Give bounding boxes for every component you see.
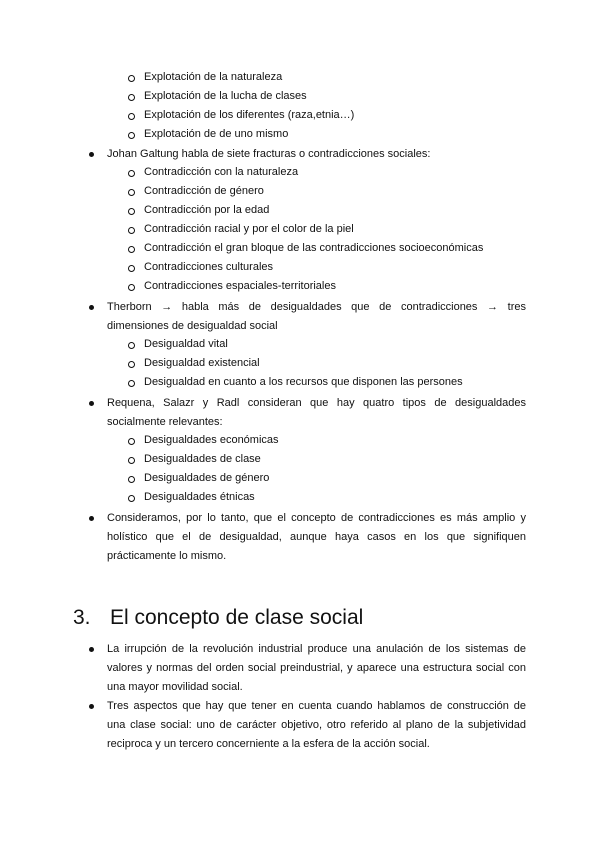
list-item: Desigualdades de género (144, 472, 270, 484)
circle-bullet-icon (128, 246, 135, 253)
list-item: Requena, Salazr y Radl consideran que hay quatro tipos de desigualdades (107, 397, 526, 409)
list-item: Contradicciones espaciales-territoriales (144, 280, 336, 292)
circle-bullet-icon (128, 132, 135, 139)
circle-bullet-icon (128, 495, 135, 502)
list-item: Tres aspectos que hay que tener en cuenta cuando hablamos de construcción de (107, 700, 526, 712)
circle-bullet-icon (128, 94, 135, 101)
list-item: Contradicción el gran bloque de las contradicciones socioeconómicas (144, 242, 484, 254)
list-item: Explotación de la lucha de clases (144, 90, 307, 102)
list-item: Desigualdades de clase (144, 453, 261, 465)
list-item-continuation: dimensiones de desigualdad social (107, 320, 278, 332)
disc-bullet-icon (89, 305, 94, 310)
disc-bullet-icon (89, 704, 94, 709)
list-item: Contradicción racial y por el color de la piel (144, 223, 354, 235)
list-item: Desigualdad vital (144, 338, 228, 350)
list-item: Consideramos, por lo tanto, que el concepto de contradicciones es más amplio y (107, 512, 526, 524)
disc-bullet-icon (89, 516, 94, 521)
list-item-continuation: prácticamente lo mismo. (107, 550, 227, 562)
circle-bullet-icon (128, 189, 135, 196)
list-item: Explotación de la naturaleza (144, 71, 283, 83)
list-item: Explotación de de uno mismo (144, 128, 289, 140)
circle-bullet-icon (128, 438, 135, 445)
circle-bullet-icon (128, 265, 135, 272)
list-item-continuation: holístico que el de desigualdad, aunque haya casos en los que signifiquen (107, 531, 526, 543)
circle-bullet-icon (128, 457, 135, 464)
disc-bullet-icon (89, 401, 94, 406)
list-item: Therborn → habla más de desigualdades que de contradicciones → tres (107, 301, 526, 313)
circle-bullet-icon (128, 208, 135, 215)
circle-bullet-icon (128, 75, 135, 82)
list-item-continuation: socialmente relevantes: (107, 416, 223, 428)
list-item: Contradicción por la edad (144, 204, 270, 216)
disc-bullet-icon (89, 647, 94, 652)
list-item: Contradicción con la naturaleza (144, 166, 299, 178)
list-item: Desigualdades económicas (144, 434, 279, 446)
section-number: 3. (73, 606, 91, 629)
section-title: El concepto de clase social (110, 606, 364, 629)
list-item: Desigualdad en cuanto a los recursos que disponen las persones (144, 376, 463, 388)
list-item: Contradicciones culturales (144, 261, 274, 273)
list-item-continuation: valores y normas del orden social preindustrial, y aparece una estructura social con (107, 662, 526, 674)
list-item: Johan Galtung habla de siete fracturas o contradicciones sociales: (107, 148, 431, 160)
list-item-continuation: reciproca y un tercero concerniente a la esfera de la acción social. (107, 738, 430, 750)
circle-bullet-icon (128, 284, 135, 291)
circle-bullet-icon (128, 361, 135, 368)
list-item-continuation: una mayor movilidad social. (107, 681, 243, 693)
list-item: Desigualdad existencial (144, 357, 260, 369)
circle-bullet-icon (128, 380, 135, 387)
list-item: Explotación de los diferentes (raza,etnia…) (144, 109, 355, 121)
list-item-continuation: una clase social: uno de carácter objetivo, otro referido al plano de la subjetividad (107, 719, 526, 731)
disc-bullet-icon (89, 152, 94, 157)
list-item: La irrupción de la revolución industrial produce una anulación de los sistemas de (107, 643, 526, 655)
circle-bullet-icon (128, 476, 135, 483)
circle-bullet-icon (128, 342, 135, 349)
circle-bullet-icon (128, 227, 135, 234)
circle-bullet-icon (128, 113, 135, 120)
circle-bullet-icon (128, 170, 135, 177)
list-item: Contradicción de género (144, 185, 264, 197)
list-item: Desigualdades étnicas (144, 491, 255, 503)
